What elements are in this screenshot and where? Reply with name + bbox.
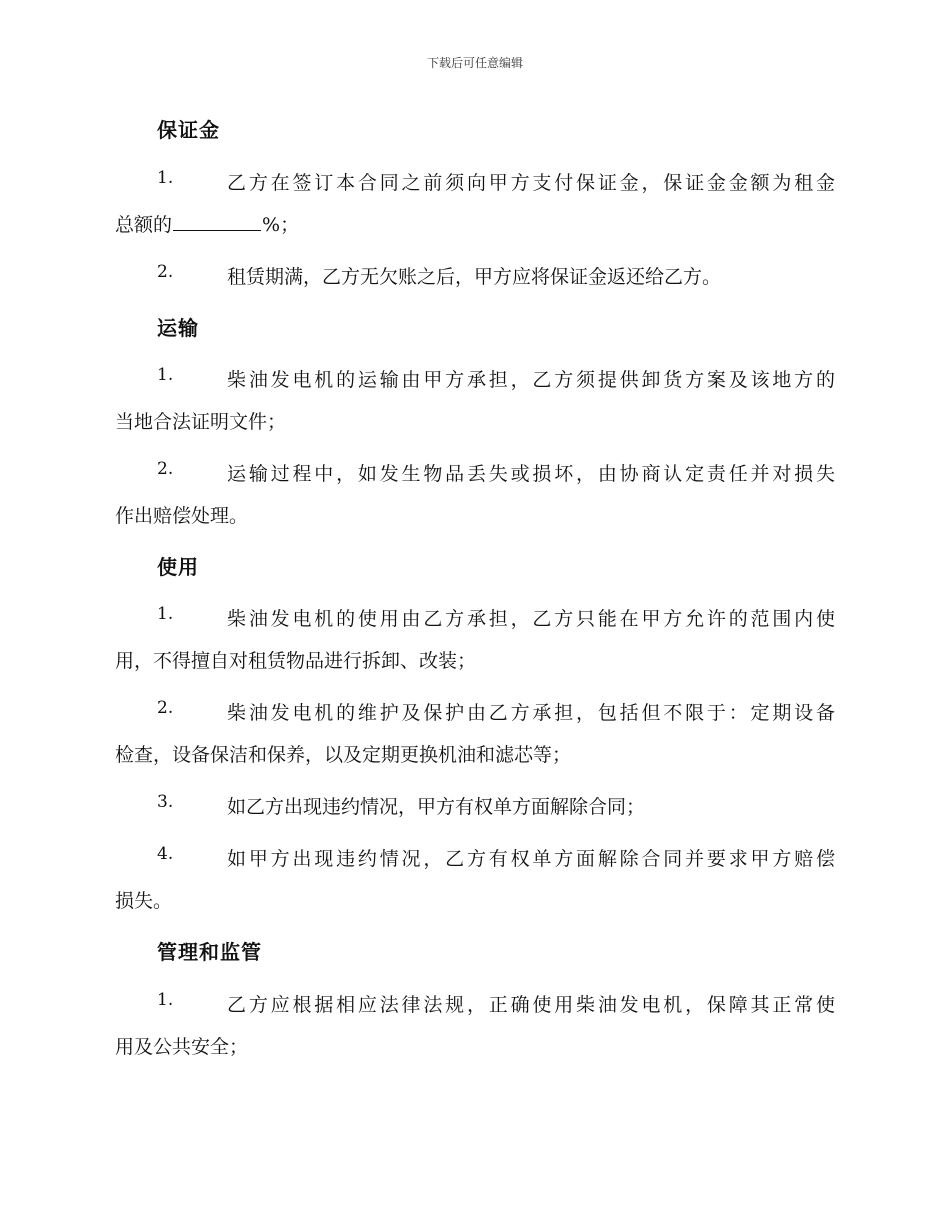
page-header: 下载后可任意编辑: [426, 56, 523, 70]
item-text-line1: 运输过程中，如发生物品丢失或损坏，由协商认定责任并对损失: [227, 463, 835, 485]
section-heading-usage: 使用: [157, 555, 199, 579]
item-number: 3.: [157, 792, 174, 812]
item-number: 2.: [157, 262, 174, 282]
item-text-line1: 如甲方出现违约情况，乙方有权单方面解除合同并要求甲方赔偿: [227, 848, 835, 870]
item-number: 1.: [157, 365, 174, 385]
item-text-line1: 乙方在签订本合同之前须向甲方支付保证金，保证金金额为租金: [227, 172, 835, 194]
item-text-line1: 柴油发电机的使用由乙方承担，乙方只能在甲方允许的范围内使: [227, 608, 835, 630]
item-text-line2: 损失。: [115, 890, 173, 912]
item-number: 2.: [157, 459, 174, 479]
item-text-line2: 用，不得擅自对租赁物品进行拆卸、改装；: [115, 650, 477, 672]
item-text-line2: 检查，设备保洁和保养，以及定期更换机油和滤芯等；: [115, 744, 572, 766]
item-text-suffix: %；: [262, 214, 300, 236]
item-text-line2: [115, 210, 299, 237]
item-text-line2: 用及公共安全；: [115, 1036, 249, 1058]
section-heading-transport: 运输: [157, 316, 199, 340]
fill-in-blank: [173, 214, 261, 231]
item-text-line1: 如乙方出现违约情况，甲方有权单方面解除合同；: [227, 796, 646, 818]
section-heading-management: 管理和监管: [157, 940, 262, 964]
item-text-line1: 柴油发电机的维护及保护由乙方承担，包括但不限于：定期设备: [227, 702, 835, 724]
item-number: 1.: [157, 168, 174, 188]
item-text-prefix: 总额的: [115, 214, 173, 236]
item-text-line1: 乙方应根据相应法律法规，正确使用柴油发电机，保障其正常使: [227, 994, 835, 1016]
item-text-line1: 租赁期满，乙方无欠账之后，甲方应将保证金返还给乙方。: [227, 266, 722, 288]
item-number: 1.: [157, 990, 174, 1010]
item-text-line2: 作出赔偿处理。: [115, 505, 249, 527]
section-heading-deposit: 保证金: [157, 118, 220, 142]
item-text-line2: 当地合法证明文件；: [115, 411, 287, 433]
item-text-line1: 柴油发电机的运输由甲方承担，乙方须提供卸货方案及该地方的: [227, 369, 835, 391]
item-number: 2.: [157, 698, 174, 718]
item-number: 1.: [157, 604, 174, 624]
item-number: 4.: [157, 844, 174, 864]
